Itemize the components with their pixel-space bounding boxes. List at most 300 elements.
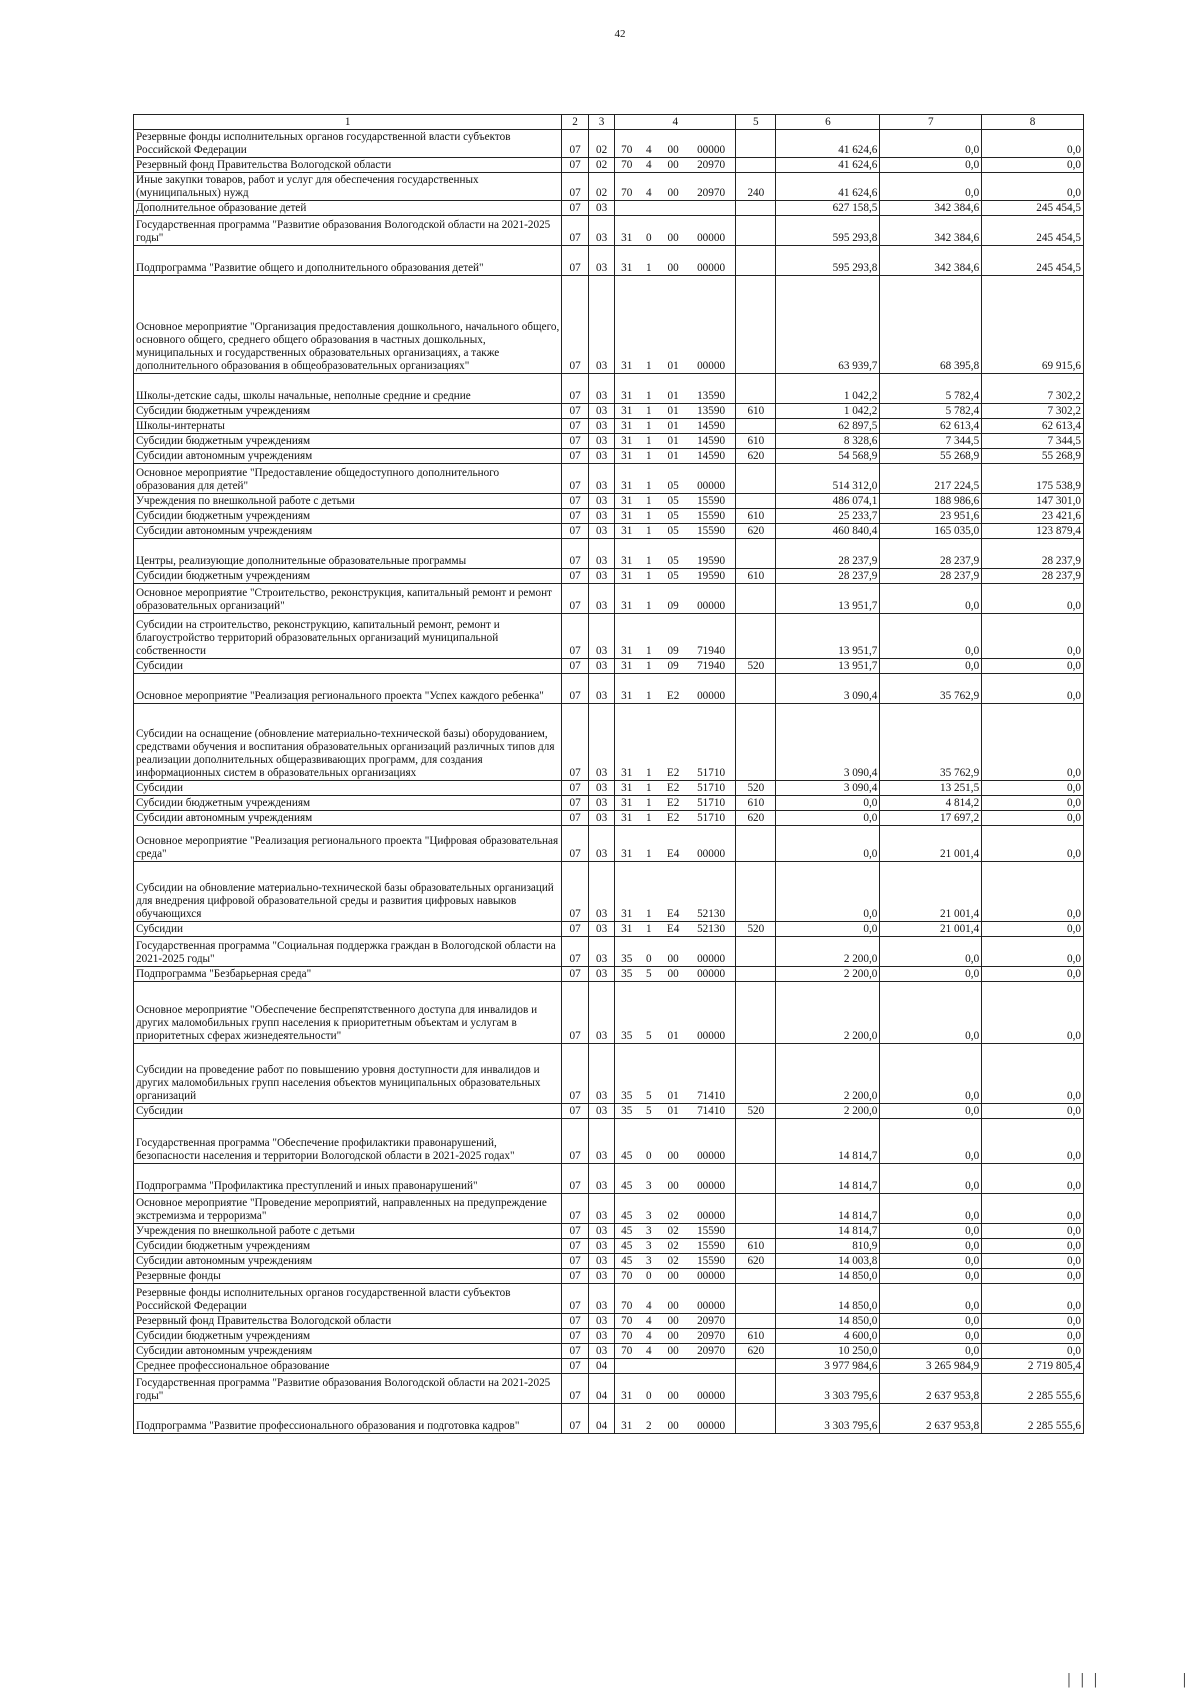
- amount-2022: 14 850,0: [776, 1269, 880, 1284]
- direction-code: 20970: [687, 1314, 736, 1329]
- amount-2023: 0,0: [880, 614, 982, 659]
- program-code: 31: [615, 674, 638, 704]
- direction-code: 00000: [687, 1194, 736, 1224]
- amount-2022: 10 250,0: [776, 1344, 880, 1359]
- direction-code: 14590: [687, 449, 736, 464]
- subprogram-code: 0: [638, 937, 659, 967]
- subprogram-code: 4: [638, 1329, 659, 1344]
- expense-type-code: [736, 276, 776, 374]
- direction-code: 15590: [687, 1254, 736, 1269]
- program-code: 31: [615, 614, 638, 659]
- section-code: 07: [562, 419, 589, 434]
- activity-code: 02: [659, 1239, 687, 1254]
- row-name: Субсидии бюджетным учреждениям: [134, 404, 562, 419]
- expense-type-code: [736, 1404, 776, 1434]
- table-row: [134, 922, 1084, 937]
- table-row: [134, 434, 1084, 449]
- table-row: [134, 1254, 1084, 1269]
- subsection-code: 03: [588, 1269, 615, 1284]
- activity-code: [659, 1359, 687, 1374]
- program-code: 45: [615, 1224, 638, 1239]
- activity-code: E4: [659, 826, 687, 862]
- amount-2022: 1 042,2: [776, 404, 880, 419]
- amount-2023: 62 613,4: [880, 419, 982, 434]
- budget-table-body: [134, 115, 1084, 1434]
- program-code: 31: [615, 922, 638, 937]
- header-cell-3: 3: [588, 115, 615, 130]
- subprogram-code: 5: [638, 1044, 659, 1104]
- expense-type-code: [736, 1044, 776, 1104]
- subprogram-code: [638, 201, 659, 216]
- subsection-code: 03: [588, 982, 615, 1044]
- row-name: Дополнительное образование детей: [134, 201, 562, 216]
- amount-2024: 0,0: [982, 1269, 1084, 1284]
- section-code: 07: [562, 922, 589, 937]
- section-code: 07: [562, 862, 589, 922]
- amount-2023: 35 762,9: [880, 704, 982, 781]
- activity-code: 05: [659, 524, 687, 539]
- table-row: [134, 967, 1084, 982]
- table-row: [134, 509, 1084, 524]
- activity-code: 00: [659, 1314, 687, 1329]
- subsection-code: 03: [588, 449, 615, 464]
- table-row: [134, 826, 1084, 862]
- row-name: Подпрограмма "Развитие профессионального образования и подготовка кадров": [134, 1404, 562, 1434]
- expense-type-code: [736, 130, 776, 158]
- activity-code: 01: [659, 434, 687, 449]
- amount-2022: 41 624,6: [776, 130, 880, 158]
- table-row: [134, 276, 1084, 374]
- row-name: Субсидии бюджетным учреждениям: [134, 796, 562, 811]
- amount-2022: 514 312,0: [776, 464, 880, 494]
- section-code: 07: [562, 826, 589, 862]
- amount-2024: 175 538,9: [982, 464, 1084, 494]
- subprogram-code: 3: [638, 1239, 659, 1254]
- subsection-code: 02: [588, 173, 615, 201]
- section-code: 07: [562, 704, 589, 781]
- row-name: Иные закупки товаров, работ и услуг для обеспечения государственных (муниципальных) нужд: [134, 173, 562, 201]
- section-code: 07: [562, 1119, 589, 1164]
- direction-code: 51710: [687, 811, 736, 826]
- section-code: 07: [562, 130, 589, 158]
- subsection-code: 03: [588, 201, 615, 216]
- table-row: [134, 781, 1084, 796]
- row-name: Субсидии автономным учреждениям: [134, 1344, 562, 1359]
- section-code: 07: [562, 1374, 589, 1404]
- subprogram-code: 0: [638, 216, 659, 246]
- amount-2024: 0,0: [982, 862, 1084, 922]
- section-code: 07: [562, 494, 589, 509]
- amount-2022: 62 897,5: [776, 419, 880, 434]
- row-name: Центры, реализующие дополнительные образовательные программы: [134, 539, 562, 569]
- program-code: 31: [615, 539, 638, 569]
- subprogram-code: 1: [638, 449, 659, 464]
- section-code: 07: [562, 1194, 589, 1224]
- amount-2024: 0,0: [982, 130, 1084, 158]
- row-name: Резервные фонды исполнительных органов государственной власти субъектов Российской Федерации: [134, 1284, 562, 1314]
- header-cell-2: 2: [562, 115, 589, 130]
- amount-2023: 0,0: [880, 659, 982, 674]
- amount-2023: 0,0: [880, 1104, 982, 1119]
- section-code: 07: [562, 584, 589, 614]
- subprogram-code: 0: [638, 1269, 659, 1284]
- amount-2024: 245 454,5: [982, 246, 1084, 276]
- activity-code: 02: [659, 1194, 687, 1224]
- subsection-code: 03: [588, 862, 615, 922]
- amount-2023: 28 237,9: [880, 569, 982, 584]
- row-name: Основное мероприятие "Организация предоставления дошкольного, начального общего, основного общего, среднего общего образования в частных дошкольных, муниципальных и государственных образовательных организациях, а также дополнительного образования в общеобразовательных организациях": [134, 276, 562, 374]
- amount-2022: 28 237,9: [776, 569, 880, 584]
- amount-2024: 0,0: [982, 1254, 1084, 1269]
- activity-code: 01: [659, 1044, 687, 1104]
- amount-2022: 3 977 984,6: [776, 1359, 880, 1374]
- row-name: Основное мероприятие "Строительство, реконструкция, капитальный ремонт и ремонт образовательных организаций": [134, 584, 562, 614]
- header-cell-8: 8: [982, 115, 1084, 130]
- amount-2024: 7 344,5: [982, 434, 1084, 449]
- amount-2022: 14 850,0: [776, 1284, 880, 1314]
- expense-type-code: [736, 201, 776, 216]
- subprogram-code: 4: [638, 1314, 659, 1329]
- direction-code: 20970: [687, 1344, 736, 1359]
- subsection-code: 03: [588, 494, 615, 509]
- program-code: 45: [615, 1119, 638, 1164]
- section-code: 07: [562, 434, 589, 449]
- direction-code: 00000: [687, 130, 736, 158]
- subprogram-code: 5: [638, 967, 659, 982]
- table-row: [134, 1329, 1084, 1344]
- scan-marks: | | |: [1067, 1671, 1100, 1688]
- activity-code: E2: [659, 704, 687, 781]
- expense-type-code: [736, 614, 776, 659]
- expense-type-code: 620: [736, 449, 776, 464]
- section-code: 07: [562, 464, 589, 494]
- program-code: 31: [615, 434, 638, 449]
- amount-2022: 13 951,7: [776, 659, 880, 674]
- amount-2022: 3 303 795,6: [776, 1404, 880, 1434]
- amount-2023: 0,0: [880, 1119, 982, 1164]
- direction-code: 00000: [687, 584, 736, 614]
- expense-type-code: 610: [736, 509, 776, 524]
- amount-2022: 41 624,6: [776, 173, 880, 201]
- row-name: Государственная программа "Социальная поддержка граждан в Вологодской области на 2021-2025 годы": [134, 937, 562, 967]
- program-code: 31: [615, 1404, 638, 1434]
- amount-2023: 0,0: [880, 1344, 982, 1359]
- subsection-code: 03: [588, 1164, 615, 1194]
- direction-code: 14590: [687, 419, 736, 434]
- row-name: Субсидии автономным учреждениям: [134, 524, 562, 539]
- subsection-code: 03: [588, 569, 615, 584]
- amount-2022: 3 303 795,6: [776, 1374, 880, 1404]
- row-name: Основное мероприятие "Обеспечение беспрепятственного доступа для инвалидов и других маломобильных групп населения к приоритетным объектам и услугам в приоритетных сферах жизнедеятельности": [134, 982, 562, 1044]
- subsection-code: 03: [588, 1194, 615, 1224]
- amount-2024: 0,0: [982, 1119, 1084, 1164]
- table-row: [134, 539, 1084, 569]
- amount-2023: 3 265 984,9: [880, 1359, 982, 1374]
- section-code: 07: [562, 216, 589, 246]
- expense-type-code: [736, 1119, 776, 1164]
- amount-2022: 14 850,0: [776, 1314, 880, 1329]
- expense-type-code: [736, 539, 776, 569]
- section-code: 07: [562, 509, 589, 524]
- section-code: 07: [562, 276, 589, 374]
- row-name: Субсидии на оснащение (обновление материально-технической базы) оборудованием, средствами обучения и воспитания образовательных организаций различных типов для реализации дополнительных общеразвивающих программ, для создания информационных систем в образовательных организациях: [134, 704, 562, 781]
- row-name: Субсидии бюджетным учреждениям: [134, 434, 562, 449]
- amount-2024: 0,0: [982, 1164, 1084, 1194]
- expense-type-code: [736, 464, 776, 494]
- section-code: 07: [562, 614, 589, 659]
- program-code: 45: [615, 1194, 638, 1224]
- row-name: Субсидии автономным учреждениям: [134, 811, 562, 826]
- amount-2024: 69 915,6: [982, 276, 1084, 374]
- row-name: Резервные фонды: [134, 1269, 562, 1284]
- section-code: 07: [562, 246, 589, 276]
- subsection-code: 03: [588, 434, 615, 449]
- activity-code: 00: [659, 173, 687, 201]
- program-code: 31: [615, 374, 638, 404]
- direction-code: 00000: [687, 1119, 736, 1164]
- direction-code: 20970: [687, 173, 736, 201]
- amount-2022: 0,0: [776, 796, 880, 811]
- table-row: [134, 1359, 1084, 1374]
- header-row: [134, 115, 1084, 130]
- table-row: [134, 1314, 1084, 1329]
- amount-2022: 0,0: [776, 862, 880, 922]
- subprogram-code: 5: [638, 982, 659, 1044]
- amount-2022: 3 090,4: [776, 781, 880, 796]
- subsection-code: 03: [588, 216, 615, 246]
- table-row: [134, 1104, 1084, 1119]
- section-code: 07: [562, 404, 589, 419]
- subprogram-code: 3: [638, 1164, 659, 1194]
- table-row: [134, 937, 1084, 967]
- activity-code: E4: [659, 922, 687, 937]
- subprogram-code: 1: [638, 434, 659, 449]
- expense-type-code: [736, 584, 776, 614]
- section-code: 07: [562, 1404, 589, 1434]
- amount-2022: 810,9: [776, 1239, 880, 1254]
- activity-code: 00: [659, 130, 687, 158]
- activity-code: 00: [659, 967, 687, 982]
- activity-code: 05: [659, 539, 687, 569]
- expense-type-code: [736, 1359, 776, 1374]
- amount-2022: 3 090,4: [776, 704, 880, 781]
- amount-2024: 147 301,0: [982, 494, 1084, 509]
- section-code: 07: [562, 1254, 589, 1269]
- section-code: 07: [562, 158, 589, 173]
- subsection-code: 03: [588, 1239, 615, 1254]
- direction-code: 00000: [687, 1404, 736, 1434]
- amount-2022: 2 200,0: [776, 1044, 880, 1104]
- subsection-code: 02: [588, 130, 615, 158]
- page-number: 42: [614, 28, 626, 40]
- row-name: Учреждения по внешкольной работе с детьми: [134, 494, 562, 509]
- amount-2023: 17 697,2: [880, 811, 982, 826]
- table-row: [134, 1194, 1084, 1224]
- amount-2024: 0,0: [982, 704, 1084, 781]
- section-code: 07: [562, 524, 589, 539]
- direction-code: 15590: [687, 494, 736, 509]
- activity-code: E2: [659, 811, 687, 826]
- subsection-code: 03: [588, 937, 615, 967]
- amount-2024: 0,0: [982, 1314, 1084, 1329]
- expense-type-code: [736, 1194, 776, 1224]
- direction-code: 51710: [687, 704, 736, 781]
- row-name: Резервные фонды исполнительных органов государственной власти субъектов Российской Федерации: [134, 130, 562, 158]
- amount-2023: 0,0: [880, 158, 982, 173]
- expense-type-code: [736, 967, 776, 982]
- expense-type-code: 620: [736, 1344, 776, 1359]
- activity-code: 00: [659, 937, 687, 967]
- direction-code: 19590: [687, 569, 736, 584]
- expense-type-code: [736, 246, 776, 276]
- subprogram-code: 1: [638, 419, 659, 434]
- direction-code: 15590: [687, 1239, 736, 1254]
- subprogram-code: 1: [638, 464, 659, 494]
- amount-2023: 35 762,9: [880, 674, 982, 704]
- subsection-code: 03: [588, 614, 615, 659]
- amount-2022: 14 814,7: [776, 1119, 880, 1164]
- amount-2023: 28 237,9: [880, 539, 982, 569]
- section-code: 07: [562, 967, 589, 982]
- amount-2024: 0,0: [982, 937, 1084, 967]
- activity-code: 01: [659, 404, 687, 419]
- expense-type-code: [736, 862, 776, 922]
- amount-2022: 3 090,4: [776, 674, 880, 704]
- amount-2024: 0,0: [982, 922, 1084, 937]
- subsection-code: 02: [588, 158, 615, 173]
- table-row: [134, 704, 1084, 781]
- activity-code: 00: [659, 1344, 687, 1359]
- amount-2024: 123 879,4: [982, 524, 1084, 539]
- program-code: 45: [615, 1254, 638, 1269]
- subprogram-code: 3: [638, 1194, 659, 1224]
- amount-2022: 28 237,9: [776, 539, 880, 569]
- subprogram-code: 4: [638, 130, 659, 158]
- amount-2023: 2 637 953,8: [880, 1374, 982, 1404]
- subsection-code: 04: [588, 1359, 615, 1374]
- amount-2023: 0,0: [880, 937, 982, 967]
- activity-code: 00: [659, 1329, 687, 1344]
- table-row: [134, 659, 1084, 674]
- section-code: 07: [562, 937, 589, 967]
- activity-code: 01: [659, 1104, 687, 1119]
- amount-2024: 0,0: [982, 158, 1084, 173]
- row-name: Основное мероприятие "Реализация регионального проекта "Успех каждого ребенка": [134, 674, 562, 704]
- table-row: [134, 862, 1084, 922]
- table-row: [134, 1224, 1084, 1239]
- program-code: 31: [615, 659, 638, 674]
- table-row: [134, 614, 1084, 659]
- activity-code: 00: [659, 1404, 687, 1434]
- subsection-code: 03: [588, 796, 615, 811]
- expense-type-code: [736, 419, 776, 434]
- program-code: 70: [615, 1344, 638, 1359]
- expense-type-code: [736, 216, 776, 246]
- row-name: Субсидии автономным учреждениям: [134, 1254, 562, 1269]
- expense-type-code: 520: [736, 922, 776, 937]
- direction-code: 71410: [687, 1104, 736, 1119]
- amount-2023: 0,0: [880, 1284, 982, 1314]
- activity-code: E4: [659, 862, 687, 922]
- activity-code: 00: [659, 1119, 687, 1164]
- expense-type-code: [736, 704, 776, 781]
- expense-type-code: [736, 937, 776, 967]
- direction-code: 13590: [687, 404, 736, 419]
- header-cell-4: 4: [615, 115, 736, 130]
- amount-2023: 0,0: [880, 1194, 982, 1224]
- program-code: 70: [615, 1329, 638, 1344]
- table-row: [134, 674, 1084, 704]
- row-name: Субсидии автономным учреждениям: [134, 449, 562, 464]
- activity-code: 00: [659, 246, 687, 276]
- table-row: [134, 982, 1084, 1044]
- row-name: Учреждения по внешкольной работе с детьми: [134, 1224, 562, 1239]
- section-code: 07: [562, 201, 589, 216]
- amount-2023: 7 344,5: [880, 434, 982, 449]
- amount-2023: 188 986,6: [880, 494, 982, 509]
- amount-2022: 41 624,6: [776, 158, 880, 173]
- table-row: [134, 449, 1084, 464]
- subprogram-code: 2: [638, 1404, 659, 1434]
- amount-2023: 0,0: [880, 173, 982, 201]
- activity-code: 01: [659, 982, 687, 1044]
- scan-mark: |: [1182, 1671, 1186, 1688]
- amount-2022: 63 939,7: [776, 276, 880, 374]
- amount-2024: 0,0: [982, 796, 1084, 811]
- program-code: 70: [615, 173, 638, 201]
- program-code: 31: [615, 276, 638, 374]
- program-code: 70: [615, 130, 638, 158]
- row-name: Государственная программа "Развитие образования Вологодской области на 2021-2025 годы": [134, 216, 562, 246]
- amount-2024: 0,0: [982, 1344, 1084, 1359]
- table-row: [134, 1269, 1084, 1284]
- expense-type-code: [736, 1374, 776, 1404]
- section-code: 07: [562, 449, 589, 464]
- program-code: 31: [615, 509, 638, 524]
- amount-2023: 21 001,4: [880, 862, 982, 922]
- row-name: Субсидии бюджетным учреждениям: [134, 569, 562, 584]
- expense-type-code: [736, 1164, 776, 1194]
- amount-2024: 0,0: [982, 1104, 1084, 1119]
- section-code: 07: [562, 539, 589, 569]
- direction-code: 00000: [687, 276, 736, 374]
- subprogram-code: 1: [638, 374, 659, 404]
- amount-2024: 0,0: [982, 826, 1084, 862]
- amount-2023: 21 001,4: [880, 826, 982, 862]
- table-row: [134, 158, 1084, 173]
- expense-type-code: [736, 494, 776, 509]
- table-row: [134, 1164, 1084, 1194]
- direction-code: 00000: [687, 1374, 736, 1404]
- header-cell-5: 5: [736, 115, 776, 130]
- row-name: Основное мероприятие "Предоставление общедоступного дополнительного образования для детей": [134, 464, 562, 494]
- table-row: [134, 201, 1084, 216]
- subprogram-code: 4: [638, 1344, 659, 1359]
- row-name: Основное мероприятие "Реализация регионального проекта "Цифровая образовательная среда": [134, 826, 562, 862]
- amount-2022: 2 200,0: [776, 982, 880, 1044]
- amount-2023: 165 035,0: [880, 524, 982, 539]
- table-row: [134, 173, 1084, 201]
- table-row: [134, 494, 1084, 509]
- row-name: Школы-интернаты: [134, 419, 562, 434]
- subsection-code: 03: [588, 1044, 615, 1104]
- amount-2023: 0,0: [880, 1239, 982, 1254]
- subprogram-code: 1: [638, 811, 659, 826]
- activity-code: 09: [659, 614, 687, 659]
- amount-2022: 595 293,8: [776, 216, 880, 246]
- program-code: 31: [615, 811, 638, 826]
- amount-2024: 2 719 805,4: [982, 1359, 1084, 1374]
